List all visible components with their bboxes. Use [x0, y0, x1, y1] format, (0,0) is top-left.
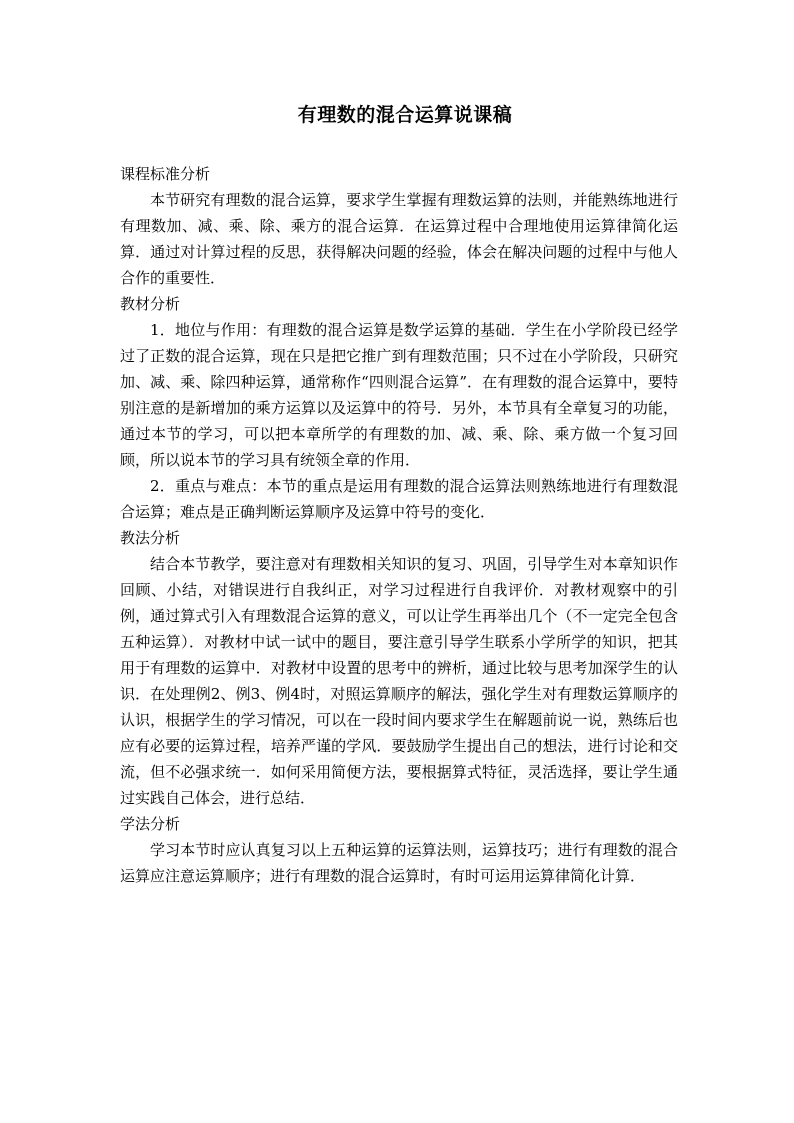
document-page: [120, 100, 678, 889]
section-heading: 学法分析: [120, 815, 181, 833]
section-teaching-method: [120, 525, 678, 811]
section-paragraph: 结合本节教学，要注意对有理数相关知识的复习、巩固，引导学生对本章知识作回顾、小结，对错误进行自我纠正，对学习过程进行自我评价．对教材观察中的引例，通过算式引入有理数混合运算的意义，可以让学生再举出几个（不一定完全包含五种运算）．对教材中试一试中的题目，要注意引导学生联系小学所学的知识，把其用于有理数的运算中．对教材中设置的思考中的辨析，通过比较与思考加深学生的认识．在处理例2、例3、例4时，对照运算顺序的解法，强化学生对有理数运算顺序的认识，根据学生的学习情况，可以在一段时间内要求学生在解题前说一说，熟练后也应有必要的运算过程，培养严谨的学风．要鼓励学生提出自己的想法，进行讨论和交流，但不必强求统一．如何采用简便方法，要根据算式特征，灵活选择，要让学生通过实践自己体会，进行总结．: [120, 555, 678, 807]
section-paragraph: 本节研究有理数的混合运算，要求学生掌握有理数运算的法则，并能熟练地进行有理数加、减、乘、除、乘方的混合运算．在运算过程中合理地使用运算律简化运算．通过对计算过程的反思，获得解决问题的经验，体会在解决问题的过程中与他人合作的重要性．: [120, 191, 678, 287]
section-paragraph: 学习本节时应认真复习以上五种运算的运算法则，运算技巧；进行有理数的混合运算应注意运算顺序；进行有理数的混合运算时，有时可运用运算律简化计算．: [120, 841, 678, 885]
document-title: 有理数的混合运算说课稿: [297, 104, 513, 126]
section-learning-method: [120, 811, 678, 889]
section-heading: 教法分析: [120, 529, 181, 547]
section-textbook-analysis: [120, 291, 678, 525]
section-curriculum-standard: [120, 161, 678, 291]
section-heading: 教材分析: [120, 295, 181, 313]
section-heading: 课程标准分析: [120, 165, 211, 183]
section-paragraph: 2．重点与难点：本节的重点是运用有理数的混合运算法则熟练地进行有理数混合运算；难点是正确判断运算顺序及运算中符号的变化．: [120, 477, 678, 521]
section-paragraph: 1．地位与作用：有理数的混合运算是数学运算的基础．学生在小学阶段已经学过了正数的混合运算，现在只是把它推广到有理数范围；只不过在小学阶段，只研究加、减、乘、除四种运算，通常称作“四则混合运算”．在有理数的混合运算中，要特别注意的是新增加的乘方运算以及运算中的符号．另外，本节具有全章复习的功能，通过本节的学习，可以把本章所学的有理数的加、减、乘、除、乘方做一个复习回顾，所以说本节的学习具有统领全章的作用．: [120, 321, 678, 469]
